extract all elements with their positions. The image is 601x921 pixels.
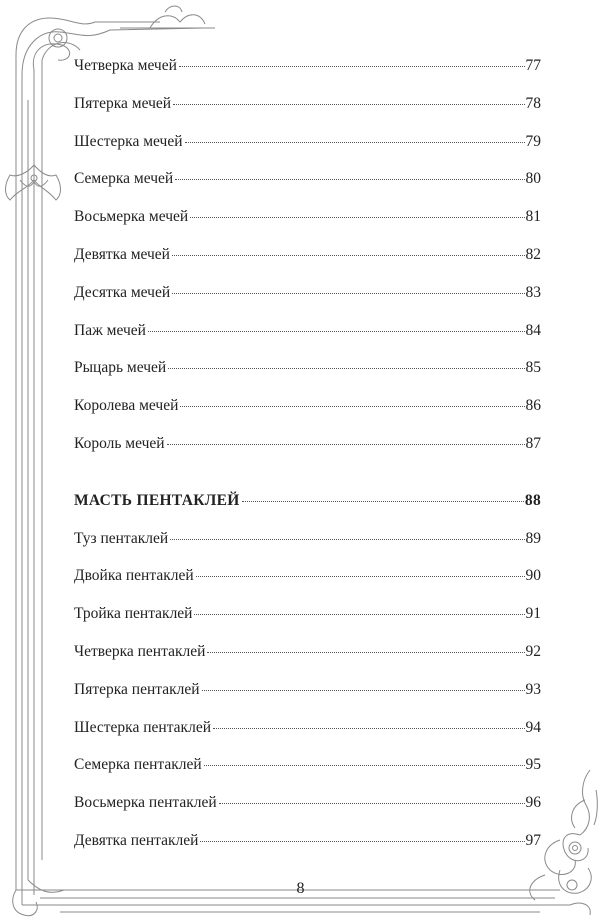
section-gap [74,474,541,493]
toc-entry[interactable] [74,720,541,758]
toc-section-heading[interactable] [74,493,541,531]
toc-entry-page: 86 [525,397,541,415]
dot-leader [180,406,524,407]
dot-leader [172,255,525,256]
toc-entry-title: Пятерка мечей [74,94,172,112]
toc-entry[interactable] [74,323,541,361]
toc-entry-page: 95 [525,756,541,774]
toc-entry[interactable] [74,757,541,795]
toc-entry[interactable] [74,134,541,172]
toc-entry-title: Девятка мечей [74,245,170,263]
toc-entry[interactable] [74,436,541,474]
toc-entry-page: 94 [525,718,541,736]
dot-leader [179,66,525,67]
page-number: 8 [296,880,305,897]
toc-entry-title: Шестерка мечей [74,132,183,150]
toc-entry-page: 79 [525,132,541,150]
toc-entry[interactable] [74,58,541,96]
toc-entry-page: 82 [525,245,541,263]
toc-entry-title: Тройка пентаклей [74,605,193,623]
toc-entry-page: 83 [525,283,541,301]
toc-entry-page: 89 [525,529,541,547]
dot-leader [204,765,525,766]
toc-entry-page: 96 [525,794,541,812]
toc-entry-page: 81 [525,208,541,226]
dot-leader [202,690,525,691]
dot-leader [170,539,524,540]
dot-leader [196,576,525,577]
toc-entry[interactable] [74,209,541,247]
dot-leader [173,104,524,105]
toc-entry-page: 90 [525,567,541,585]
dot-leader [185,142,525,143]
toc-entry[interactable] [74,682,541,720]
toc-entry-title: Паж мечей [74,321,146,339]
toc-entry-title: Королева мечей [74,397,179,415]
toc-entry-title: Пятерка пентаклей [74,680,200,698]
toc-entry-page: 78 [525,94,541,112]
toc-entry[interactable] [74,833,541,871]
toc-entry[interactable] [74,96,541,134]
dot-leader [167,444,525,445]
dot-leader [194,614,524,615]
toc-entry-title: Король мечей [74,434,165,452]
toc-entry[interactable] [74,360,541,398]
toc-entry-page: 97 [525,831,541,849]
dot-leader [168,368,524,369]
toc-entry[interactable] [74,606,541,644]
toc-entry[interactable] [74,285,541,323]
toc-entry-title: Четверка пентаклей [74,642,206,660]
dot-leader [213,728,525,729]
toc-entry-title: Десятка мечей [74,283,171,301]
toc-entry-page: 85 [525,359,541,377]
toc-entry-page: 80 [525,170,541,188]
toc-entry-page: 77 [525,57,541,74]
toc-entry[interactable] [74,795,541,833]
dot-leader [200,841,524,842]
toc-section-page: 88 [524,491,541,509]
toc-entry[interactable] [74,568,541,606]
dot-leader [190,217,524,218]
toc-section-title: МАСТЬ ПЕНТАКЛЕЙ [74,491,240,509]
toc-entry-page: 87 [525,434,541,452]
toc-entry[interactable] [74,531,541,569]
toc-entry-title: Двойка пентаклей [74,567,194,585]
toc-entry[interactable] [74,644,541,682]
dot-leader [207,652,524,653]
toc-entry-title: Девятка пентаклей [74,831,199,849]
toc-entry-page: 92 [525,642,541,660]
toc-entry[interactable] [74,247,541,285]
toc-entry-title: Рыцарь мечей [74,359,167,377]
dot-leader [219,803,525,804]
toc-entry-title: Четверка мечей [74,57,177,74]
toc-entry-title: Восьмерка мечей [74,208,189,226]
toc-entry-title: Семерка пентаклей [74,756,202,774]
dot-leader [175,179,524,180]
toc-entry-page: 91 [525,605,541,623]
toc-entry-title: Семерка мечей [74,170,174,188]
toc-entry-title: Шестерка пентаклей [74,718,211,736]
toc-entry[interactable] [74,171,541,209]
toc-entry-title: Восьмерка пентаклей [74,794,217,812]
table-of-contents [74,58,541,871]
toc-entry-page: 93 [525,680,541,698]
toc-entry-page: 84 [525,321,541,339]
dot-leader [242,501,524,502]
toc-entry[interactable] [74,398,541,436]
dot-leader [172,293,524,294]
toc-entry-title: Туз пентаклей [74,529,169,547]
dot-leader [148,331,525,332]
